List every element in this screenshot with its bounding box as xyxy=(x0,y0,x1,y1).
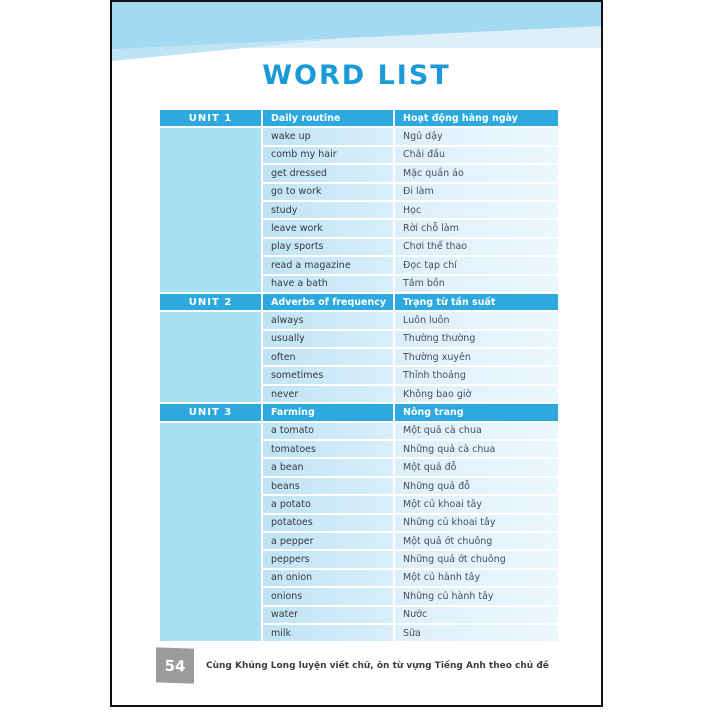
vietnamese-word-cell: Tắm bồn xyxy=(395,276,558,292)
vietnamese-word-cell: Đọc tạp chí xyxy=(395,257,558,273)
vietnamese-word-cell: Những củ hành tây xyxy=(395,588,558,604)
page-title: WORD LIST xyxy=(262,60,451,91)
vietnamese-word-cell: Những củ khoai tây xyxy=(395,515,558,531)
page-number-badge xyxy=(156,647,194,683)
english-word-cell: water xyxy=(263,607,393,623)
vietnamese-word-cell: Chơi thể thao xyxy=(395,239,558,255)
vietnamese-word-cell: Những quả đỗ xyxy=(395,478,558,494)
english-word-cell: a pepper xyxy=(263,533,393,549)
unit-column-block xyxy=(160,128,261,292)
vietnamese-word-cell: Học xyxy=(395,202,558,218)
topic-vietnamese-cell: Nông trang xyxy=(395,404,558,420)
english-word-cell: have a bath xyxy=(263,276,393,292)
vietnamese-word-cell: Một củ khoai tây xyxy=(395,496,558,512)
unit-column-block xyxy=(160,312,261,402)
english-word-cell: beans xyxy=(263,478,393,494)
english-word-cell: potatoes xyxy=(263,515,393,531)
vietnamese-word-cell: Đi làm xyxy=(395,184,558,200)
unit-section xyxy=(160,294,558,402)
english-word-cell: go to work xyxy=(263,184,393,200)
english-word-cell: often xyxy=(263,349,393,365)
vietnamese-word-cell: Ngủ dậy xyxy=(395,128,558,144)
book-page xyxy=(110,0,603,707)
english-word-cell: read a magazine xyxy=(263,257,393,273)
english-word-cell: usually xyxy=(263,331,393,347)
english-word-cell: a potato xyxy=(263,496,393,512)
unit-column-block xyxy=(160,423,261,642)
unit-section xyxy=(160,110,558,292)
english-word-cell: study xyxy=(263,202,393,218)
vietnamese-word-cell: Sữa xyxy=(395,625,558,641)
vietnamese-word-cell: Thường thường xyxy=(395,331,558,347)
vietnamese-word-cell: Một quả đỗ xyxy=(395,459,558,475)
english-word-cell: never xyxy=(263,386,393,402)
english-word-cell: play sports xyxy=(263,239,393,255)
english-word-cell: peppers xyxy=(263,551,393,567)
vietnamese-word-cell: Chải đầu xyxy=(395,147,558,163)
topic-english-cell: Adverbs of frequency xyxy=(263,294,393,310)
vietnamese-word-cell: Một quả ớt chuông xyxy=(395,533,558,549)
unit-label-cell: UNIT 3 xyxy=(160,404,261,420)
vietnamese-word-cell: Những quả cà chua xyxy=(395,441,558,457)
unit-label-cell: UNIT 1 xyxy=(160,110,261,126)
topic-vietnamese-cell: Trạng từ tần suất xyxy=(395,294,558,310)
vietnamese-word-cell: Không bao giờ xyxy=(395,386,558,402)
english-word-cell: an onion xyxy=(263,570,393,586)
unit-label-cell: UNIT 2 xyxy=(160,294,261,310)
english-word-cell: comb my hair xyxy=(263,147,393,163)
topic-english-cell: Farming xyxy=(263,404,393,420)
topic-english-cell: Daily routine xyxy=(263,110,393,126)
vietnamese-word-cell: Rời chỗ làm xyxy=(395,220,558,236)
english-word-cell: wake up xyxy=(263,128,393,144)
word-list-table xyxy=(160,110,558,643)
topic-vietnamese-cell: Hoạt động hàng ngày xyxy=(395,110,558,126)
english-word-cell: a bean xyxy=(263,459,393,475)
english-word-cell: sometimes xyxy=(263,367,393,383)
vietnamese-word-cell: Mặc quần áo xyxy=(395,165,558,181)
english-word-cell: a tomato xyxy=(263,423,393,439)
page-number: 54 xyxy=(164,656,186,675)
english-word-cell: milk xyxy=(263,625,393,641)
unit-section xyxy=(160,404,558,641)
english-word-cell: get dressed xyxy=(263,165,393,181)
english-word-cell: onions xyxy=(263,588,393,604)
vietnamese-word-cell: Thường xuyên xyxy=(395,349,558,365)
english-word-cell: leave work xyxy=(263,220,393,236)
vietnamese-word-cell: Một quả cà chua xyxy=(395,423,558,439)
english-word-cell: tomatoes xyxy=(263,441,393,457)
footer-caption: Cùng Khủng Long luyện viết chữ, ôn từ vựng Tiếng Anh theo chủ đề xyxy=(206,661,549,671)
vietnamese-word-cell: Những quả ớt chuông xyxy=(395,551,558,567)
vietnamese-word-cell: Nước xyxy=(395,607,558,623)
page-footer xyxy=(112,646,601,686)
vietnamese-word-cell: Thỉnh thoảng xyxy=(395,367,558,383)
english-word-cell: always xyxy=(263,312,393,328)
vietnamese-word-cell: Một củ hành tây xyxy=(395,570,558,586)
vietnamese-word-cell: Luôn luôn xyxy=(395,312,558,328)
